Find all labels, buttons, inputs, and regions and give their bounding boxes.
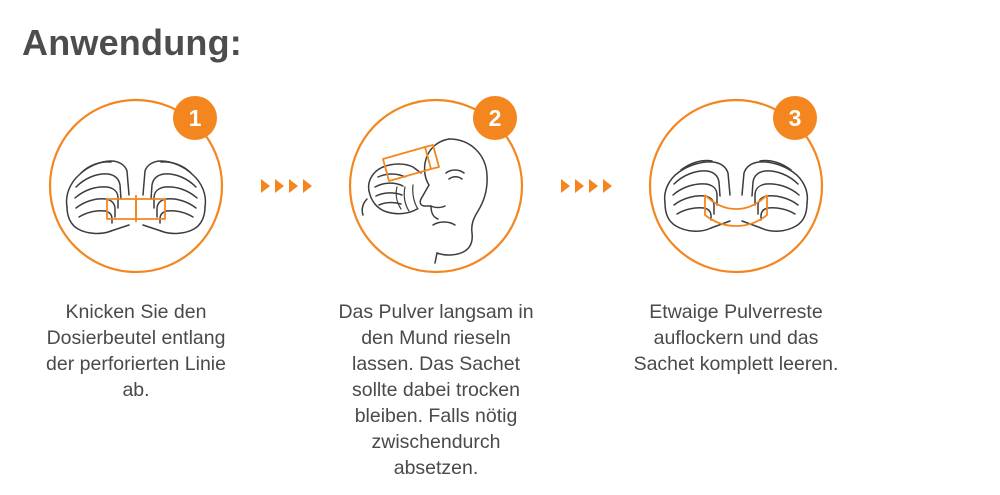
page-title: Anwendung: [22, 22, 242, 63]
chevron-right-icon [603, 179, 612, 193]
step-1-illustration [45, 95, 227, 277]
chevron-right-icon [261, 179, 270, 193]
chevron-right-icon [589, 179, 598, 193]
step-3-illustration [645, 95, 827, 277]
chevron-right-icon [575, 179, 584, 193]
step-3-caption: Etwaige Pulverreste auflockern und das Sachet komplett leeren. [633, 301, 839, 375]
step-2-number: 2 [473, 96, 517, 140]
step-3 [628, 95, 844, 377]
chevron-right-icon [561, 179, 570, 193]
step-1-number: 1 [173, 96, 217, 140]
step-2 [328, 95, 544, 481]
steps-container [0, 95, 1000, 481]
chevron-right-icon [303, 179, 312, 193]
step-3-number: 3 [773, 96, 817, 140]
chevron-right-icon [289, 179, 298, 193]
arrow-separator-2 [544, 95, 628, 277]
chevron-right-icon [275, 179, 284, 193]
step-1-caption: Knicken Sie den Dosierbeutel entlang der perforierten Linie ab. [46, 301, 226, 401]
step-2-illustration [345, 95, 527, 277]
step-2-caption: Das Pulver langsam in den Mund rieseln lassen. Das Sachet sollte dabei trocken bleiben. Falls nötig zwischendurch absetzen. [338, 301, 534, 479]
arrow-separator-1 [244, 95, 328, 277]
step-1 [28, 95, 244, 403]
